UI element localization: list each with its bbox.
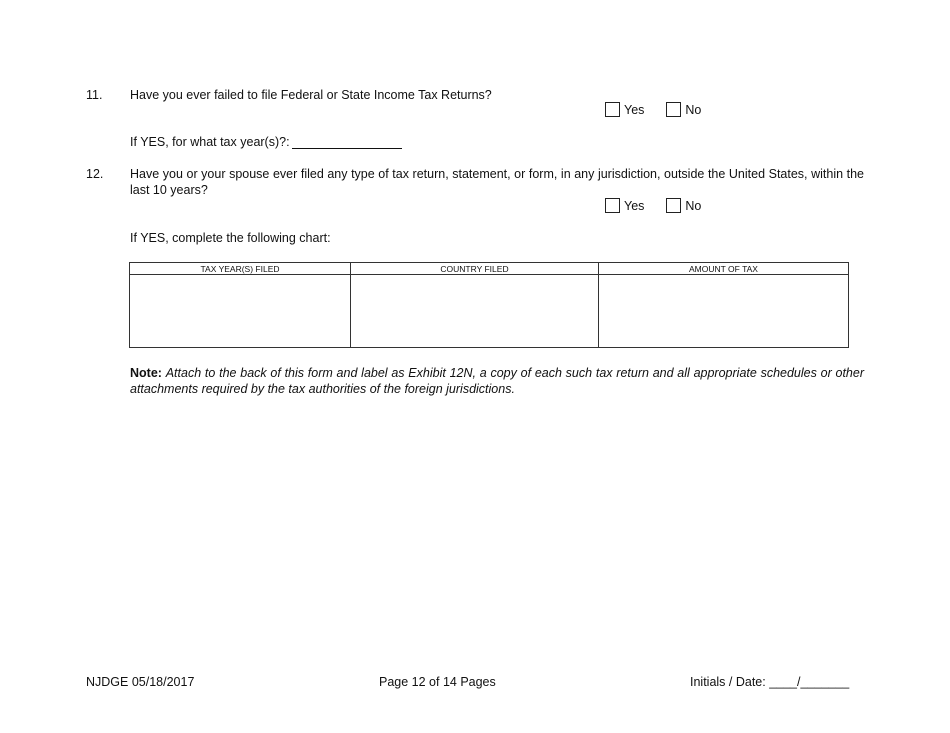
q11-tax-years-field[interactable] <box>292 135 402 149</box>
q12-options <box>605 198 701 213</box>
chart-header-amount: AMOUNT OF TAX <box>599 263 849 275</box>
footer-form-id: NJDGE 05/18/2017 <box>86 675 195 689</box>
q12-no-option[interactable] <box>666 198 701 213</box>
q11-options <box>605 102 701 117</box>
q11-no-label: No <box>685 102 702 117</box>
q11-yes-option[interactable] <box>605 102 644 117</box>
chart-header-tax-year: TAX YEAR(S) FILED <box>130 263 351 275</box>
q12-yes-label: Yes <box>624 198 645 213</box>
chart-header-country: COUNTRY FILED <box>351 263 599 275</box>
q11-no-checkbox[interactable] <box>666 102 681 117</box>
footer-initials-date[interactable]: Initials / Date: ____/_______ <box>690 675 850 689</box>
q12-number: 12. <box>86 167 104 181</box>
table-row <box>130 275 849 348</box>
footer-page-number: Page 12 of 14 Pages <box>379 675 496 689</box>
q11-yes-label: Yes <box>624 102 645 117</box>
tax-year-cell[interactable] <box>130 275 351 348</box>
chart-header-row <box>130 263 849 275</box>
note-text: Attach to the back of this form and label as Exhibit 12N, a copy of each such tax return and all appropriate schedules or other attachments required by the tax authorities of the foreign jurisdictions. <box>130 366 864 396</box>
amount-cell[interactable] <box>599 275 849 348</box>
q11-yes-checkbox[interactable] <box>605 102 620 117</box>
q12-no-checkbox[interactable] <box>666 198 681 213</box>
q11-no-option[interactable] <box>666 102 701 117</box>
note-paragraph <box>130 365 864 397</box>
q12-yes-checkbox[interactable] <box>605 198 620 213</box>
foreign-tax-chart <box>129 262 849 348</box>
note-label: Note: <box>130 366 162 380</box>
q11-number: 11. <box>86 88 103 102</box>
country-cell[interactable] <box>351 275 599 348</box>
q12-question: Have you or your spouse ever filed any type of tax return, statement, or form, in any jurisdiction, outside the United States, within the last 10 years? <box>130 167 864 197</box>
q11-followup-label: If YES, for what tax year(s)?: <box>130 135 290 149</box>
q11-question: Have you ever failed to file Federal or State Income Tax Returns? <box>130 88 492 102</box>
q12-no-label: No <box>685 198 702 213</box>
q11-followup <box>130 134 402 150</box>
q12-followup-label: If YES, complete the following chart: <box>130 231 331 245</box>
q12-yes-option[interactable] <box>605 198 644 213</box>
